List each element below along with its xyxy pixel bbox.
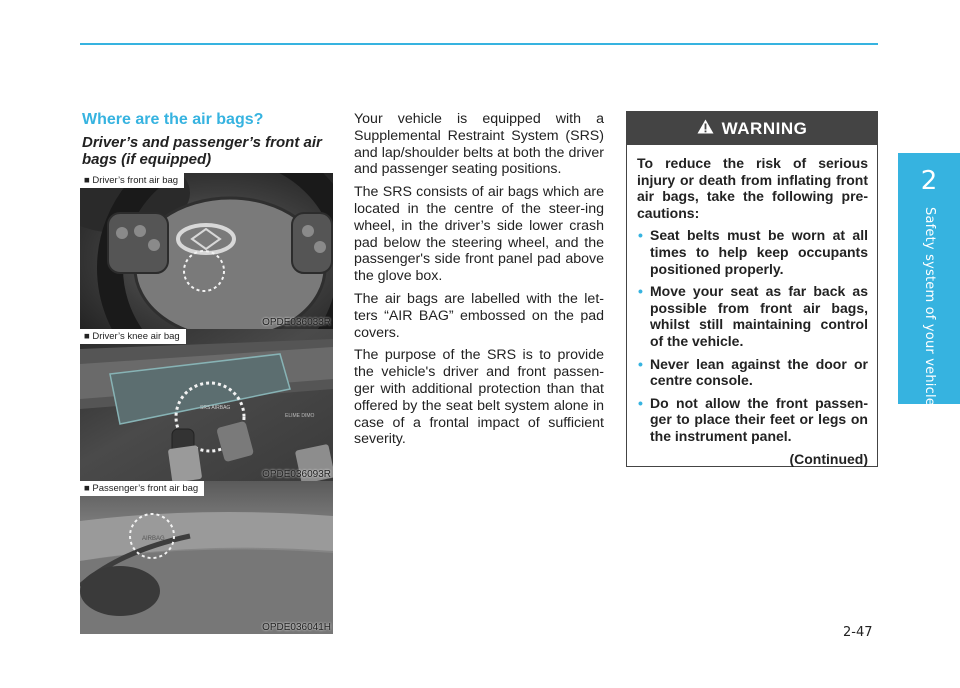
figure-passenger-front-airbag (80, 481, 333, 634)
figure-driver-knee-airbag (80, 329, 333, 481)
warning-triangle-icon (697, 119, 714, 139)
warning-item: • Seat belts must be worn at all times to help keep occupants positioned properly. (637, 227, 868, 277)
figure-caption: ■ Driver’s knee air bag (80, 329, 186, 344)
passenger-airbag-label: AIRBAG (142, 536, 165, 542)
paragraph: Your vehicle is equipped with a Supplemental Restraint System (SRS) and lap/shoulder belts at both the driver and passenger seating positions. (354, 111, 604, 178)
warning-box (626, 111, 878, 467)
svg-text:ELIME DIMO: ELIME DIMO (285, 413, 315, 419)
figure-caption: ■ Driver’s front air bag (80, 173, 184, 188)
figure-code: OPDE036041H (262, 622, 331, 633)
page-number: 2-47 (843, 625, 873, 640)
warning-item: • Do not allow the front passen-ger to place their feet or legs on the instrument panel. (637, 395, 868, 445)
pedal-left (216, 421, 254, 463)
warning-body (627, 145, 877, 467)
paragraph: The SRS consists of air bags which are located in the centre of the steer-ing wheel, in the driver’s side lower crash pad below the steering wheel, and the passenger's side front panel pad above the glove box. (354, 184, 604, 285)
paragraph: The air bags are labelled with the let-ters “AIR BAG” embossed on the pad covers. (354, 290, 604, 341)
steering-wheel-illustration (80, 173, 333, 329)
section-subtitle: Driver’s and passenger’s front air bags (if equipped) (82, 134, 322, 168)
body-text (354, 111, 604, 454)
warning-list (637, 227, 868, 444)
vent (80, 566, 160, 616)
section-title: Where are the air bags? (82, 111, 264, 128)
warning-item: • Never lean against the door or centre console. (637, 356, 868, 389)
figure-caption: ■ Passenger’s front air bag (80, 481, 204, 496)
figure-code: OPDE036033R (262, 317, 331, 328)
knee-area-illustration (80, 329, 333, 481)
brake-pedal (168, 445, 202, 481)
chapter-number: 2 (920, 166, 938, 196)
figure-code: OPDE036093R (262, 469, 331, 480)
figure-driver-front-airbag (80, 173, 333, 329)
chapter-side-title (898, 209, 960, 404)
warning-item: • Move your seat as far back as possible from front air bags, whilst still maintaining control of the vehicle. (637, 283, 868, 349)
warning-heading: WARNING (721, 118, 808, 138)
warning-header (627, 112, 877, 145)
chapter-title: Safety system of your vehicle (921, 207, 937, 406)
header-rule (80, 43, 878, 45)
continued-note: (Continued) (789, 450, 868, 467)
right-button-panel (292, 213, 332, 273)
warning-intro: To reduce the risk of serious injury or death from inflating front air bags, take the following pre-cautions: (637, 155, 868, 221)
paragraph: The purpose of the SRS is to provide the vehicle's driver and front passen-ger with additional protection than that offered by the seat belt system alone in case of a frontal impact of sufficient severity. (354, 347, 604, 448)
knee-airbag-label: SRS AIRBAG (200, 405, 231, 411)
chapter-tab (898, 153, 960, 209)
passenger-dash-illustration (80, 481, 333, 634)
